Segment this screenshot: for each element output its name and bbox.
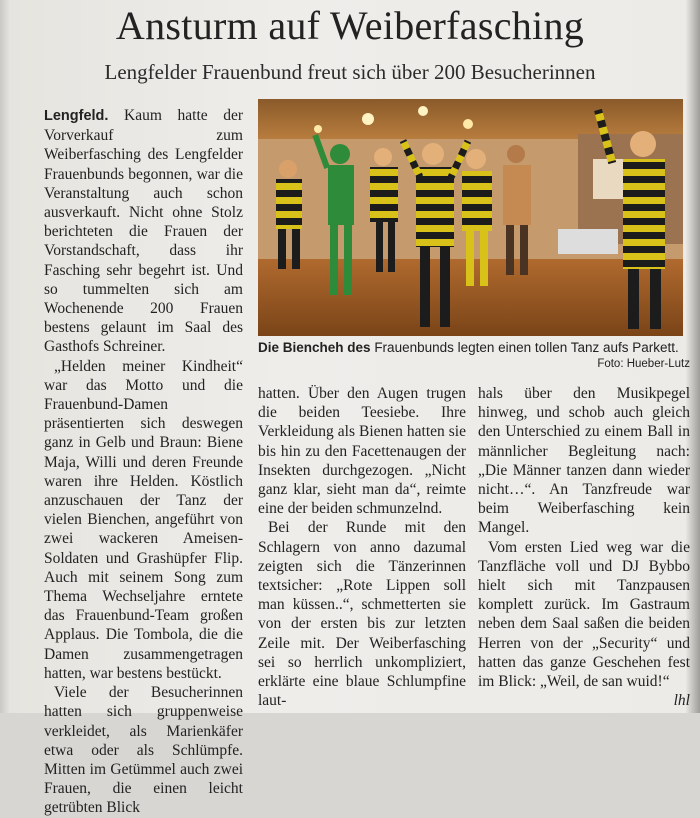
photo-credit: Foto: Hueber-Lutz bbox=[597, 358, 690, 370]
subheadline: Lengfelder Frauenbund freut sich über 200 Besucherinnen bbox=[104, 60, 596, 84]
paragraph: hatten. Über den Augen trugen die beiden Teesiebe. Ihre Verkleidung als Bienen hatten sie bis hin zu den Facettenaugen der Insekten durchgezogen. „Nicht ganz klar, sieht man da“, reimte eine der beiden schmunzelnd. bbox=[258, 385, 466, 518]
article-photo bbox=[258, 99, 683, 336]
paragraph: hals über den Musikpegel hinweg, und schob auch gleich den Unterschied zu einem Ball in männlicher Begleitung nach: „Die Männer tanzen dann wieder nicht…“. An Tanzfreude war beim Weiberfasching kein Mangel. bbox=[478, 385, 690, 537]
dateline: Lengfeld. bbox=[44, 108, 109, 124]
paragraph: Bei der Runde mit den Schlagern von anno dazumal zeigten sich die Tänzerinnen textsicher: „Rote Lippen soll man küssen..“, schmetterten sie von der ersten bis zur letzten Zeile mit. Der Weiberfasching sei so herrlich unkompliziert, erklärte eine blaue Schlumpfine laut- bbox=[258, 519, 466, 710]
paragraph: Viele der Besucherinnen hatten sich gruppenweise verkleidet, als Marienkäfer etwa oder als Schlümpfe. Mitten im Getümmel auch zwei Frauen, die einen leicht getrübten Blick bbox=[44, 684, 243, 817]
page-shadow-left bbox=[0, 0, 10, 713]
paragraph: „Helden meiner Kindheit“ war das Motto und die Frauenbund-Damen präsentierten sich deswegen ganz in Gelb und Braun: Biene Maja, Willi und deren Freunde waren ihre Helden. Köstlich anzuschauen der Tanz der vielen Bienchen, angeführt von zwei wackeren Ameisen-Soldaten und Grashüpfer Flip. Auch mit seinem Song zum Thema Wechseljahre erntete das Frauenbund-Team großen Applaus. Die Tombola, die die Damen zusammengetragen hatten, war bestens bestückt. bbox=[44, 357, 243, 682]
headline: Ansturm auf Weiberfasching bbox=[115, 3, 585, 48]
bee-dance-photo bbox=[258, 99, 683, 336]
author-signature: lhl bbox=[673, 692, 690, 710]
caption-text: Frauenbunds legten einen tollen Tanz aufs Parkett. bbox=[374, 340, 679, 355]
paragraph-text: Kaum hatte der Vorverkauf zum Weiberfasching des Lengfelder Frauenbunds begonnen, war die Veranstaltung auch schon ausverkauft. Nicht ohne Stolz berichteten die Frauen der Vorstandschaft, dass ihr Fasching sehr begehrt ist. Und so tummelten sich am Wochenende 200 Frauen bestens gelaunt im Saal des Gasthofs Schreiner. bbox=[44, 107, 244, 356]
paragraph bbox=[478, 538, 690, 710]
paragraph-text: Vom ersten Lied weg war die Tanzfläche voll und DJ Bybbo hielt sich mit Tanzpausen komplett zurück. Im Gastraum neben dem Saal saßen die beiden Herren von der „Security“ und hatten das ganze Geschehen fest im Blick: „Weil, de san wuid!“ bbox=[478, 538, 690, 691]
article-column-2 bbox=[258, 384, 466, 710]
article-column-3 bbox=[478, 384, 690, 710]
photo-caption bbox=[258, 339, 690, 370]
article-column-1 bbox=[44, 106, 243, 818]
caption-bold: Die Biencheh des bbox=[258, 340, 371, 355]
paragraph bbox=[44, 106, 243, 357]
